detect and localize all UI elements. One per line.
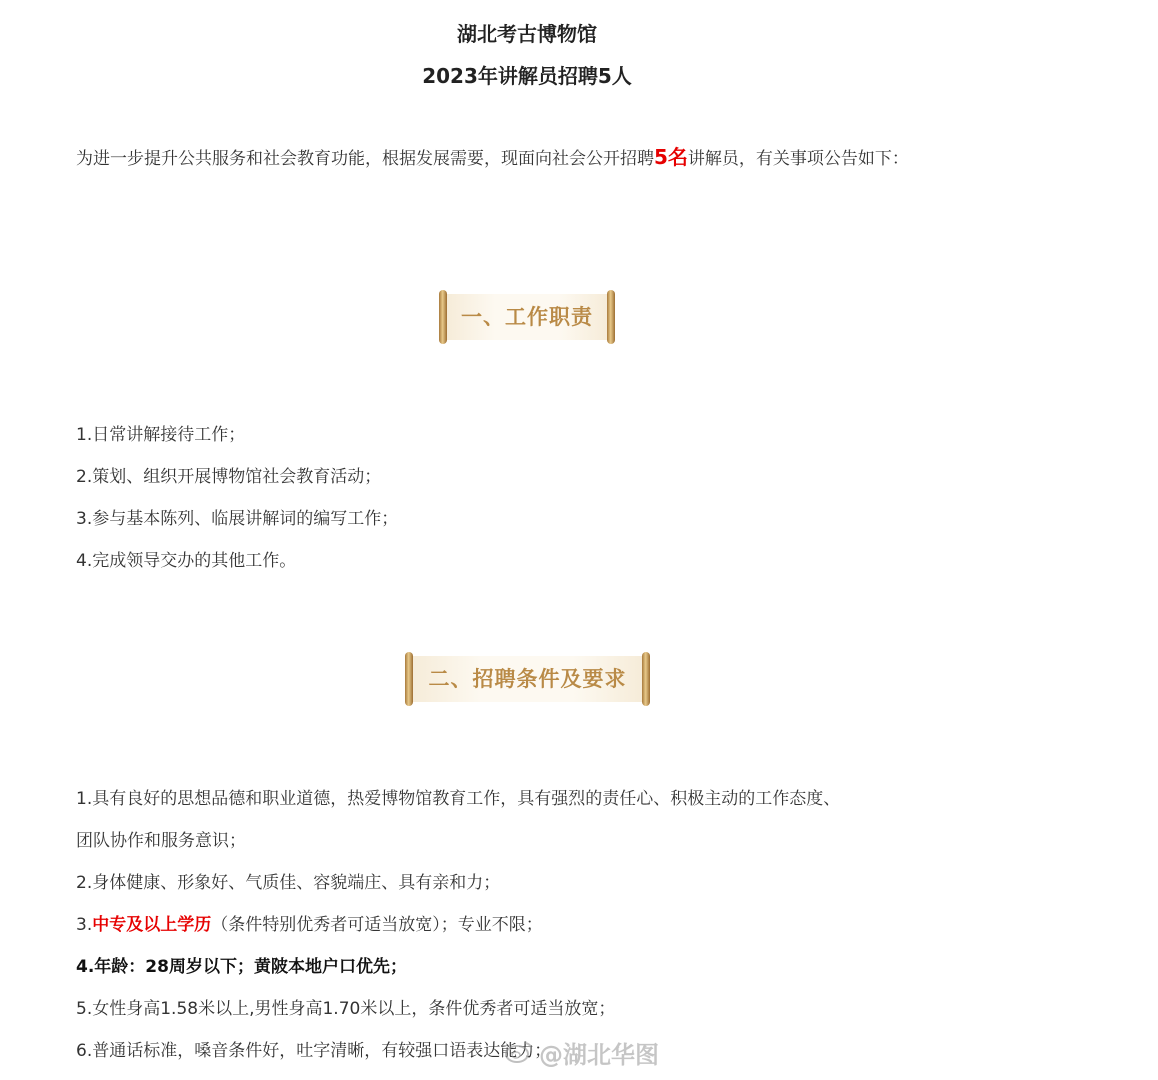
scroll-heading-label: 一、工作职责 [447,294,607,340]
intro-text-before: 为进一步提升公共服务和社会教育功能，根据发展需要，现面向社会公开招聘 [76,149,654,169]
watermark-text: @湖北华图 [539,1040,659,1069]
requirement-item-6: 6.普通话标准，嗓音条件好，吐字清晰，有较强口语表达能力； [76,1041,552,1061]
duty-item-1: 1.日常讲解接待工作； [76,425,246,445]
requirement-item-3-highlight: 中专及以上学历 [92,915,212,935]
page-subtitle: 2023年讲解员招聘5人 [422,64,632,88]
requirement-item-3 [76,914,543,936]
section-heading-duties [439,290,615,344]
requirement-item-5: 5.女性身高1.58米以上,男性身高1.70米以上，条件优秀者可适当放宽； [76,999,616,1019]
requirement-item-1-line-1: 1.具有良好的思想品德和职业道德，热爱博物馆教育工作，具有强烈的责任心、积极主动的工作态度、 [76,789,841,809]
page-title: 湖北考古博物馆 [457,22,597,46]
requirement-item-3-rest: （条件特别优秀者可适当放宽）；专业不限； [211,915,543,935]
intro-text-after: 讲解员，有关事项公告如下： [687,149,909,169]
watermark [505,1034,659,1070]
duty-item-2: 2.策划、组织开展博物馆社会教育活动； [76,467,382,487]
scroll-rod-left [405,652,413,706]
section-heading-requirements [405,652,650,706]
intro-paragraph [76,136,986,181]
requirement-item-3-prefix: 3. [76,915,93,935]
requirement-item-4: 4.年龄：28周岁以下；黄陂本地户口优先； [76,957,407,977]
requirement-item-2: 2.身体健康、形象好、气质佳、容貌端庄、具有亲和力； [76,873,501,893]
intro-highlight: 5名 [654,145,688,169]
duty-item-4: 4.完成领导交办的其他工作。 [76,551,297,571]
requirement-item-1-line-2: 团队协作和服务意识； [76,831,246,851]
weibo-icon [505,1041,533,1063]
duty-item-3: 3.参与基本陈列、临展讲解词的编写工作； [76,509,399,529]
scroll-rod-right [642,652,650,706]
scroll-rod-right [607,290,615,344]
scroll-heading-label: 二、招聘条件及要求 [413,656,642,702]
scroll-rod-left [439,290,447,344]
